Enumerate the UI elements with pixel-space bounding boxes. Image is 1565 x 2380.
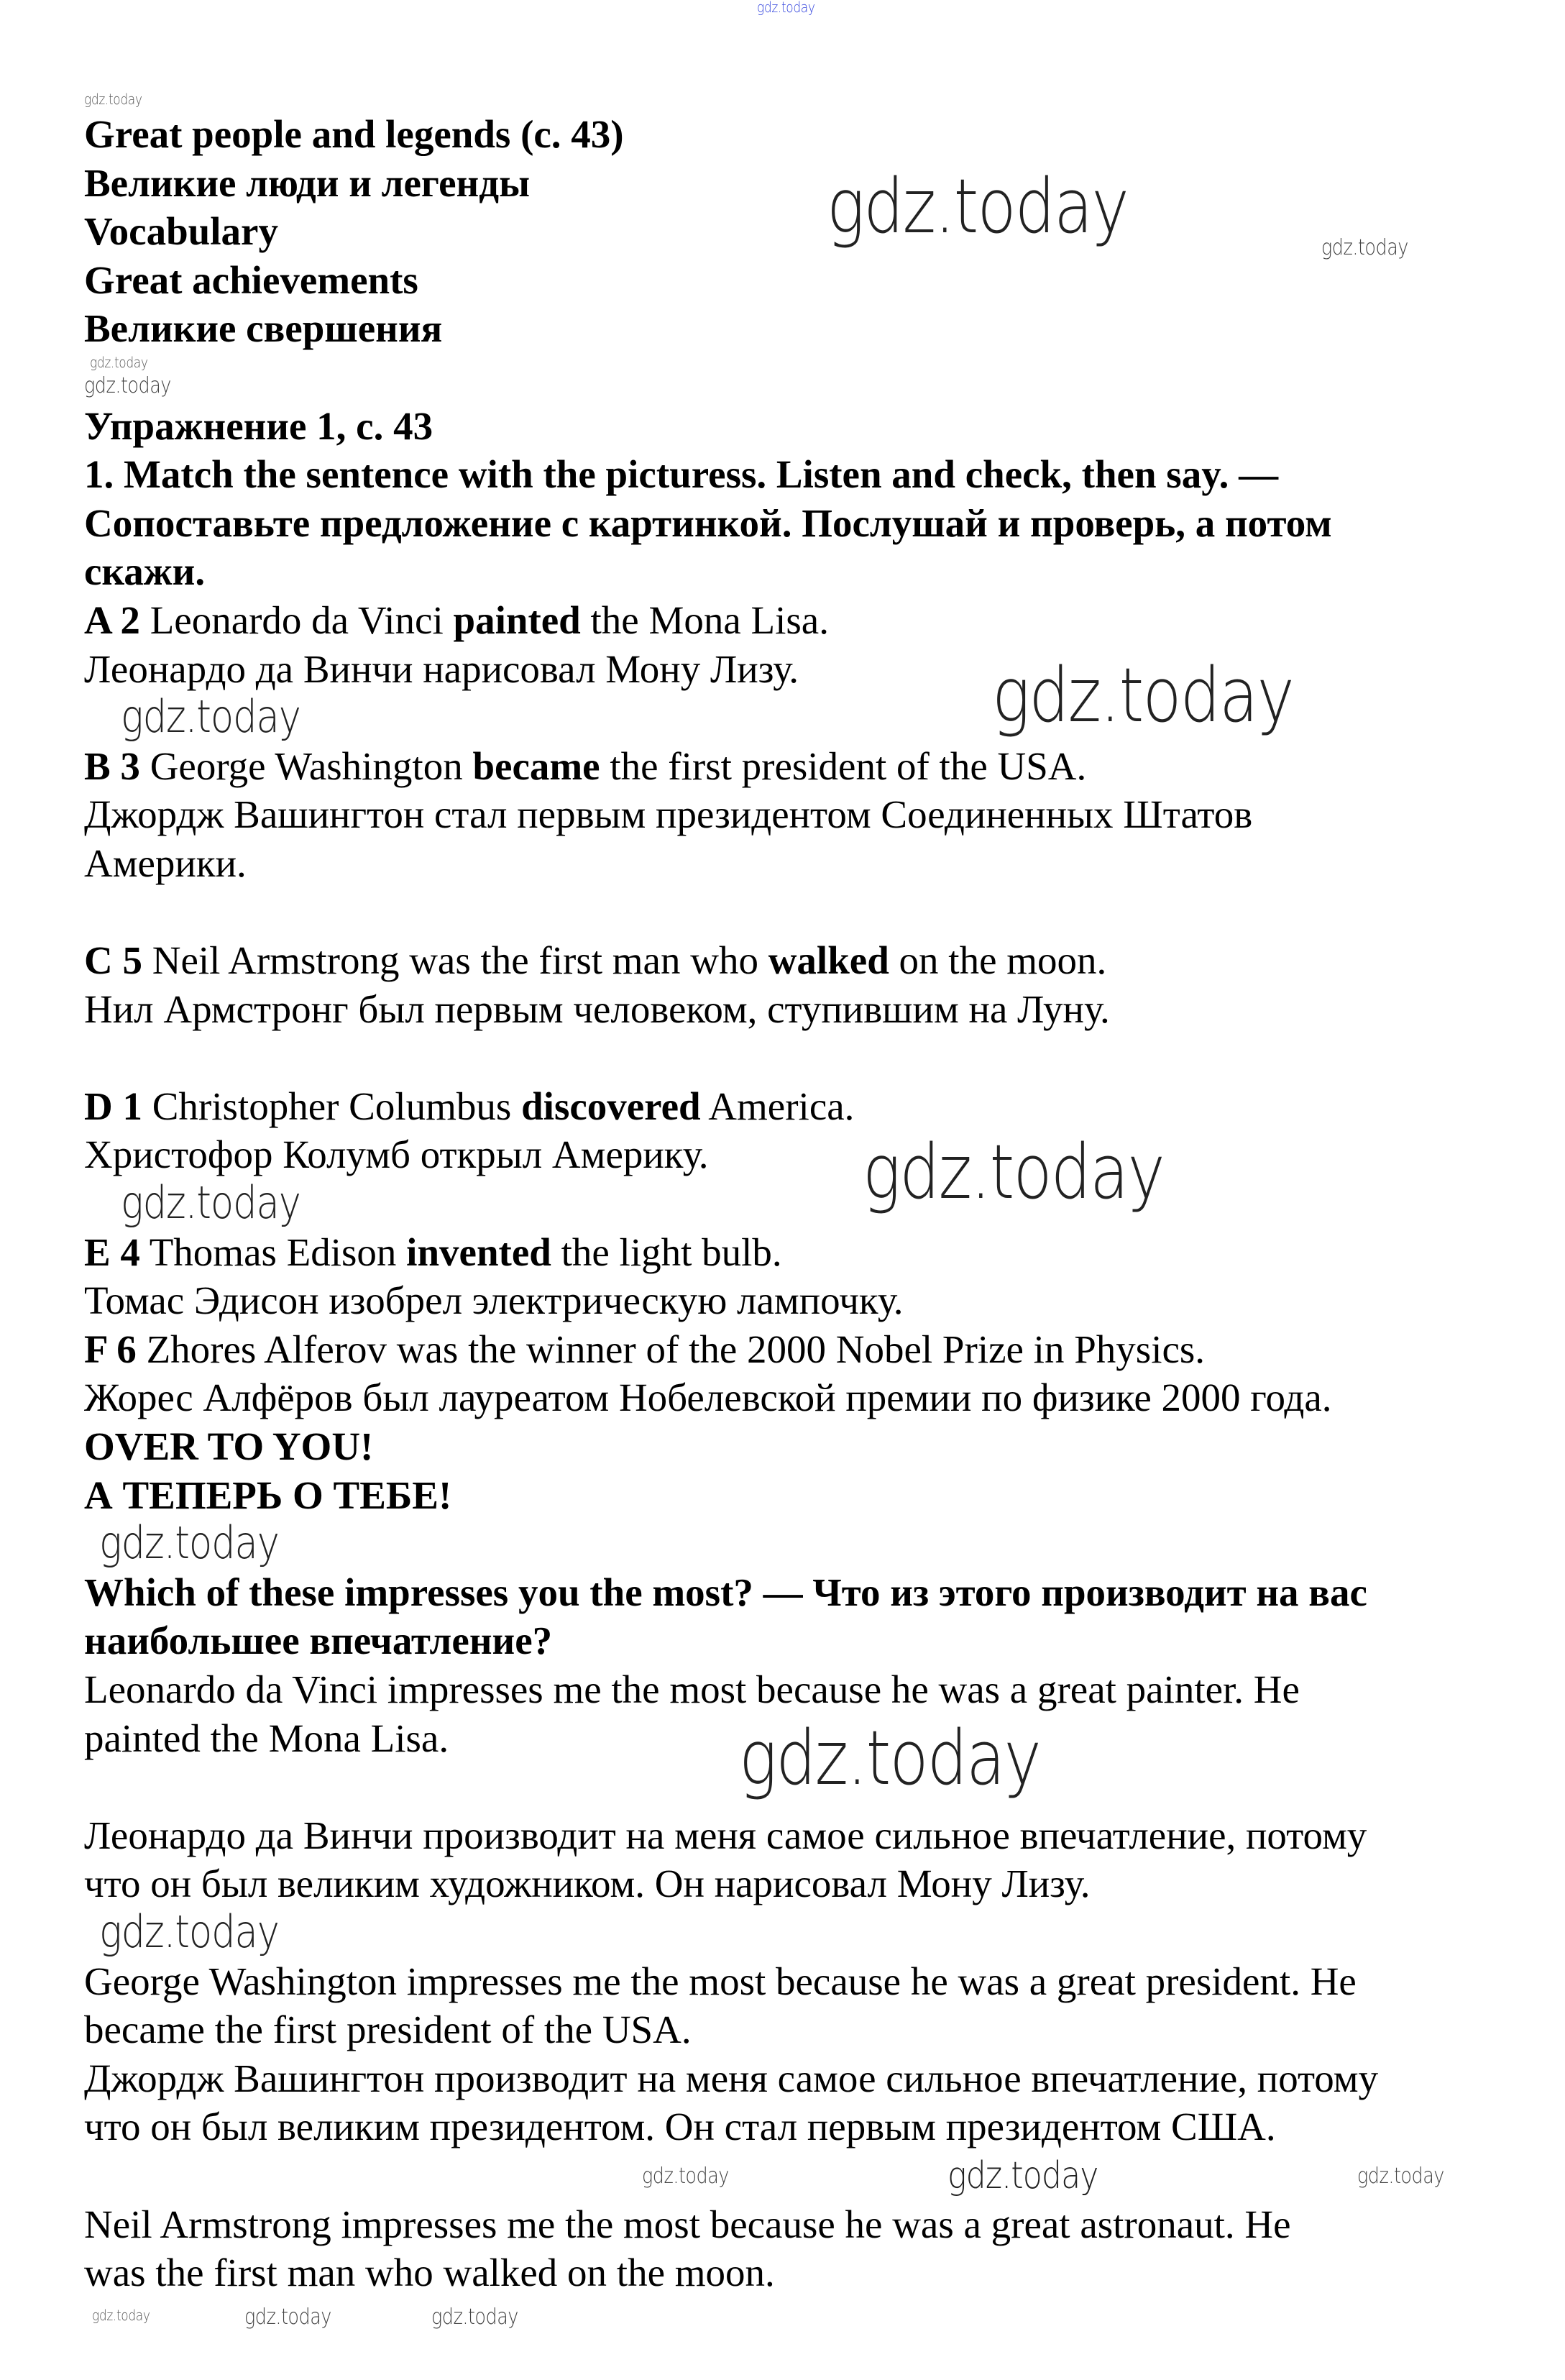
text-line bbox=[84, 1276, 1507, 1325]
text-line bbox=[84, 547, 1507, 596]
text-line bbox=[84, 304, 1507, 353]
watermark: gdz.today bbox=[947, 2154, 1098, 2197]
watermark: gdz.today bbox=[739, 1714, 1041, 1802]
watermark: gdz.today bbox=[992, 651, 1294, 739]
text: Thomas Edison bbox=[139, 1230, 407, 1274]
text: the first president of the USA. bbox=[600, 743, 1087, 788]
text-line bbox=[84, 499, 1507, 548]
text-line bbox=[84, 1859, 1507, 1908]
text-line bbox=[84, 742, 1507, 791]
watermark: gdz.today bbox=[863, 1128, 1165, 1216]
text: Жорес Алфёров был лауреатом Нобелевской премии по физике 2000 года. bbox=[84, 1376, 1332, 1420]
watermark: gdz.today bbox=[84, 373, 171, 398]
text-line bbox=[84, 596, 1507, 645]
blank-line bbox=[84, 1905, 1507, 1958]
text: the light bulb. bbox=[551, 1230, 782, 1274]
bold-text: А ТЕПЕРЬ О ТЕБЕ! bbox=[84, 1473, 452, 1517]
text-line bbox=[84, 936, 1507, 985]
text-line bbox=[84, 1471, 1507, 1520]
text: painted the Mona Lisa. bbox=[84, 1716, 449, 1760]
bold-text: became bbox=[472, 743, 600, 788]
bold-text: 1. Match the sentence with the picturess. Listen and check, then say. — bbox=[84, 452, 1279, 497]
text-line bbox=[84, 1957, 1507, 2006]
text: George Washington impresses me the most because he was a great president. He bbox=[84, 1959, 1357, 2003]
blank-line bbox=[84, 2151, 1507, 2200]
text-line bbox=[84, 2054, 1507, 2103]
text: Леонардо да Винчи нарисовал Мону Лизу. bbox=[84, 646, 799, 691]
text: Джордж Вашингтон стал первым президентом Соединенных Штатов bbox=[84, 792, 1253, 837]
bold-text: D 1 bbox=[84, 1084, 142, 1128]
text: George Washington bbox=[139, 743, 473, 788]
text: Джордж Вашингтон производит на меня самое сильное впечатление, потому bbox=[84, 2056, 1379, 2100]
text-line bbox=[84, 1082, 1507, 1131]
text: Christopher Columbus bbox=[142, 1084, 522, 1128]
watermark: gdz.today bbox=[1357, 2164, 1444, 2189]
text: Zhores Alferov was the winner of the 2000 Nobel Prize in Physics. bbox=[136, 1327, 1206, 1371]
blank-line bbox=[84, 1033, 1507, 1082]
bold-text: E 4 bbox=[84, 1230, 140, 1274]
text-line bbox=[84, 2005, 1507, 2054]
text-line bbox=[84, 2248, 1507, 2297]
text: Leonardo da Vinci bbox=[139, 598, 454, 642]
text: Томас Эдисон изобрел электрическую лампочку. bbox=[84, 1278, 904, 1323]
bold-text: OVER TO YOU! bbox=[84, 1424, 374, 1469]
watermark: gdz.today bbox=[121, 1176, 300, 1229]
text-line bbox=[84, 790, 1507, 839]
bold-text: наибольшее впечатление? bbox=[84, 1619, 553, 1663]
text-line bbox=[84, 1373, 1507, 1422]
text-line bbox=[84, 1568, 1507, 1617]
text-line bbox=[84, 985, 1507, 1034]
text: Нил Армстронг был первым человеком, ступившим на Луну. bbox=[84, 987, 1110, 1031]
text-line bbox=[84, 207, 1507, 256]
text: the Mona Lisa. bbox=[580, 598, 829, 642]
text: became the first president of the USA. bbox=[84, 2008, 692, 2052]
bold-text: A 2 bbox=[84, 598, 140, 642]
text-line bbox=[84, 1130, 1507, 1179]
text-line bbox=[84, 159, 1507, 208]
bold-text: discovered bbox=[521, 1084, 701, 1128]
watermark: gdz.today bbox=[84, 91, 142, 108]
text: on the moon. bbox=[889, 938, 1107, 983]
text-line bbox=[84, 839, 1507, 888]
bold-text: B 3 bbox=[84, 743, 140, 788]
text: Христофор Колумб открыл Америку. bbox=[84, 1132, 709, 1177]
text-line bbox=[84, 1811, 1507, 1860]
watermark: gdz.today bbox=[642, 2164, 729, 2189]
watermark: gdz.today bbox=[757, 0, 815, 16]
bold-text: walked bbox=[768, 938, 889, 983]
watermark: gdz.today bbox=[827, 163, 1129, 250]
text: Леонардо да Винчи производит на меня самое сильное впечатление, потому bbox=[84, 1813, 1367, 1857]
bold-text: Which of these impresses you the most? — Что из этого производит на вас bbox=[84, 1570, 1367, 1614]
watermark: gdz.today bbox=[99, 1905, 279, 1958]
text: Neil Armstrong was the first man who bbox=[142, 938, 768, 983]
watermark: gdz.today bbox=[90, 354, 148, 371]
watermark: gdz.today bbox=[121, 690, 300, 743]
text-line bbox=[84, 110, 1507, 159]
text: что он был великим президентом. Он стал первым президентом США. bbox=[84, 2105, 1276, 2149]
text: was the first man who walked on the moon. bbox=[84, 2251, 775, 2295]
text-line bbox=[84, 256, 1507, 305]
bold-text: скажи. bbox=[84, 549, 206, 594]
bold-text: Великие люди и легенды bbox=[84, 160, 531, 205]
blank-line bbox=[84, 353, 1507, 402]
bold-text: Сопоставьте предложение с картинкой. Послушай и проверь, а потом bbox=[84, 500, 1332, 545]
text-line bbox=[84, 1325, 1507, 1374]
watermark: gdz.today bbox=[1321, 235, 1408, 260]
text: Америки. bbox=[84, 841, 247, 885]
bold-text: painted bbox=[453, 598, 581, 642]
text-line bbox=[84, 1665, 1507, 1714]
text-line bbox=[84, 402, 1507, 451]
blank-line bbox=[84, 1516, 1507, 1569]
text: что он был великим художником. Он нарисовал Мону Лизу. bbox=[84, 1862, 1091, 1906]
text-line bbox=[84, 450, 1507, 499]
bold-text: Great achievements bbox=[84, 257, 418, 302]
watermark: gdz.today bbox=[92, 2307, 150, 2324]
bold-text: Great people and legends (с. 43) bbox=[84, 112, 624, 156]
text-line bbox=[84, 2102, 1507, 2151]
bold-text: Упражнение 1, с. 43 bbox=[84, 403, 433, 448]
text-line bbox=[84, 1228, 1507, 1277]
text-line bbox=[84, 1616, 1507, 1665]
watermark: gdz.today bbox=[431, 2305, 518, 2330]
text: Neil Armstrong impresses me the most because he was a great astronaut. He bbox=[84, 2202, 1291, 2246]
bold-text: Vocabulary bbox=[84, 209, 278, 254]
text-line bbox=[84, 1422, 1507, 1471]
blank-line bbox=[84, 888, 1507, 937]
bold-text: invented bbox=[406, 1230, 551, 1274]
watermark: gdz.today bbox=[244, 2305, 331, 2330]
bold-text: F 6 bbox=[84, 1327, 137, 1371]
text-line bbox=[84, 645, 1507, 694]
bold-text: Великие свершения bbox=[84, 306, 443, 351]
text: Leonardo da Vinci impresses me the most because he was a great painter. He bbox=[84, 1667, 1300, 1711]
watermark: gdz.today bbox=[99, 1516, 279, 1569]
text: America. bbox=[700, 1084, 855, 1128]
text-line bbox=[84, 2200, 1507, 2249]
bold-text: C 5 bbox=[84, 938, 142, 983]
